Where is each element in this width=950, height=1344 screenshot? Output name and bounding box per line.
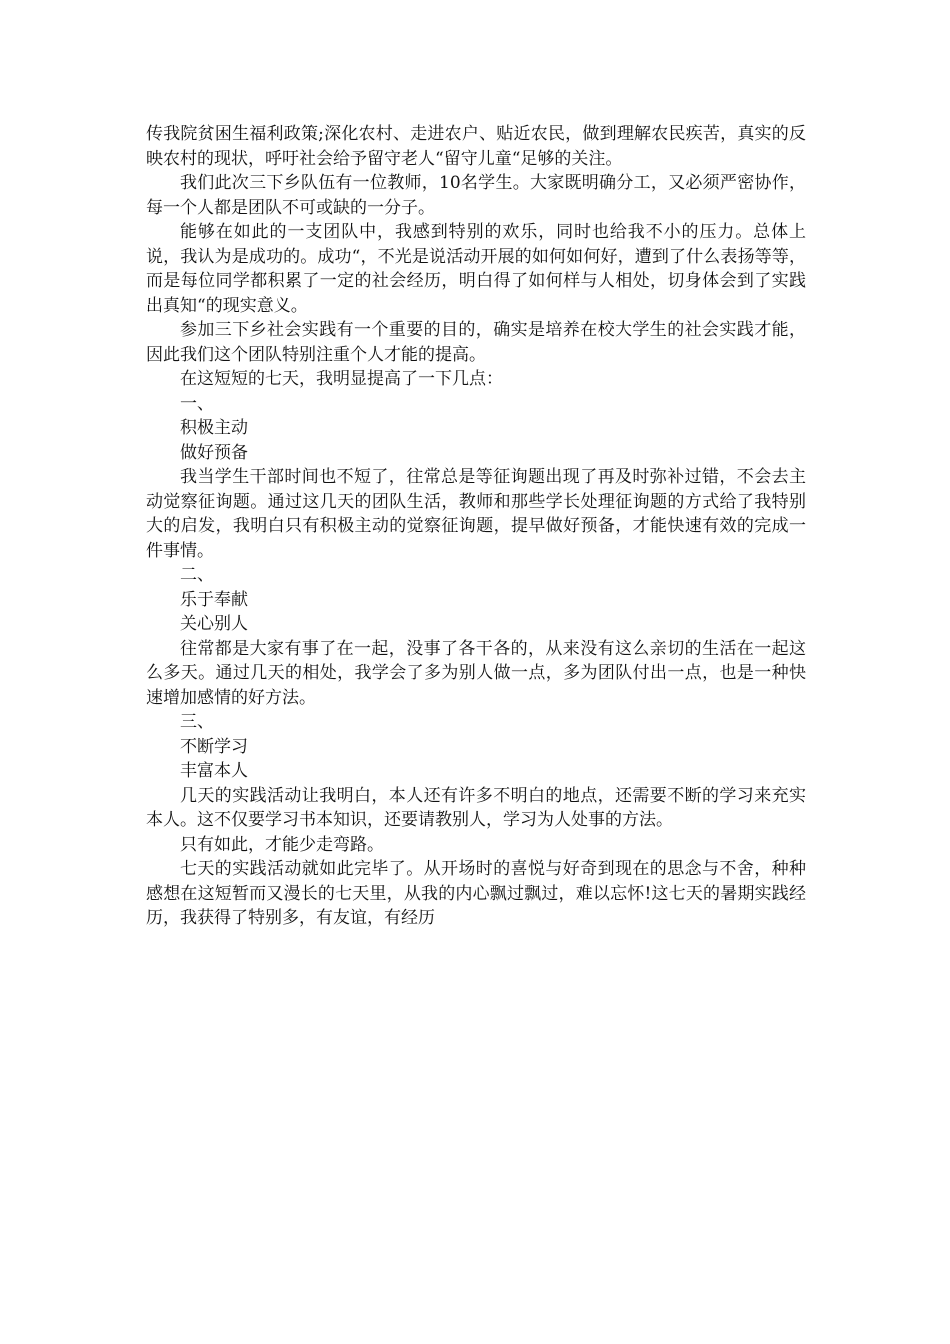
section-heading-3b: 丰富本人	[180, 761, 248, 781]
paragraph-1: 传我院贫困生福利政策;深化农村、走进农户、贴近农民，做到理解农民疾苦，真实的反映农村的现状，呼吁社会给予留守老人“留守儿童“足够的关注。	[146, 124, 806, 169]
paragraph-2: 我们此次三下乡队伍有一位教师，10名学生。大家既明确分工，又必须严密协作，每一个人都是团队不可或缺的一分子。	[146, 173, 806, 218]
paragraph-9: 只有如此，才能少走弯路。	[180, 834, 384, 855]
paragraph-6: 我当学生干部时间也不短了，往常总是等征询题出现了再及时弥补过错，不会去主动觉察征询题。通过这几天的团队生活，教师和那些学长处理征询题的方式给了我特别大的启发，我明白只有积极主动的觉察征询题，提早做好预备，才能快速有效的完成一件事情。	[146, 467, 806, 561]
paragraph-8: 几天的实践活动让我明白，本人还有许多不明白的地点，还需要不断的学习来充实本人。这不仅要学习书本知识，还要请教别人，学习为人处事的方法。	[146, 785, 806, 830]
section-heading-2a: 乐于奉献	[180, 589, 248, 610]
section-heading-2b: 关心别人	[180, 614, 248, 634]
section-heading-1a: 积极主动	[180, 418, 248, 438]
section-number-1: 一、	[180, 393, 214, 414]
section-heading-1b: 做好预备	[180, 442, 248, 463]
document-body	[146, 122, 806, 931]
paragraph-10: 七天的实践活动就如此完毕了。从开场时的喜悦与好奇到现在的思念与不舍，种种感想在这短暂而又漫长的七天里，从我的内心飘过飘过，难以忘怀!这七天的暑期实践经历，我获得了特别多，有友谊，有经历	[146, 859, 806, 928]
paragraph-3: 能够在如此的一支团队中，我感到特别的欢乐，同时也给我不小的压力。总体上说，我认为是成功的。成功“，不光是说活动开展的如何如何好，遭到了什么表扬等等，而是每位同学都积累了一定的社会经历，明白得了如何样与人相处，切身体会到了实践出真知“的现实意义。	[146, 222, 806, 316]
section-number-2: 二、	[180, 565, 214, 585]
paragraph-4: 参加三下乡社会实践有一个重要的目的，确实是培养在校大学生的社会实践才能，因此我们这个团队特别注重个人才能的提高。	[146, 320, 806, 365]
paragraph-7: 往常都是大家有事了在一起，没事了各干各的，从来没有这么亲切的生活在一起这么多天。通过几天的相处，我学会了多为别人做一点，多为团队付出一点，也是一种快速增加感情的好方法。	[146, 638, 806, 708]
section-number-3: 三、	[180, 712, 214, 732]
paragraph-5: 在这短短的七天，我明显提高了一下几点：	[180, 369, 503, 389]
section-heading-3a: 不断学习	[180, 736, 248, 757]
